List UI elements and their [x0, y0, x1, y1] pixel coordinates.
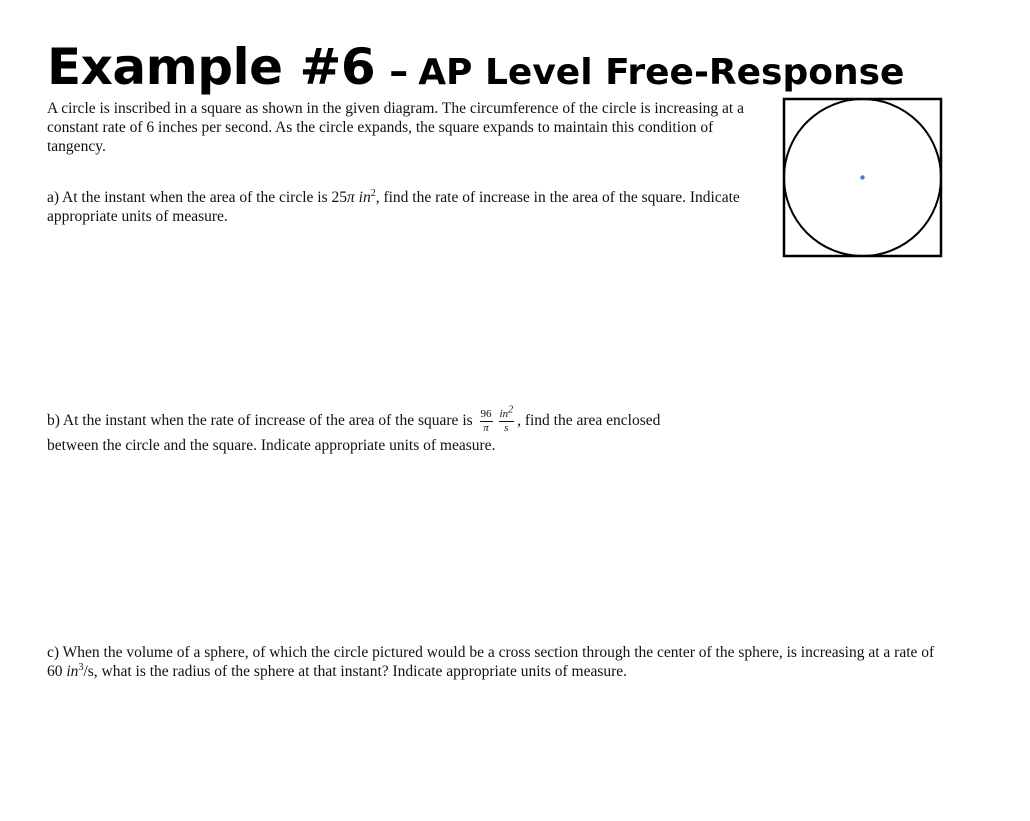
problem-intro: A circle is inscribed in a square as shown in the given diagram. The circumference of the circle is increasing at a constant rate of 6 inches per second. As the circle expands, the square expands to maintain this condition of tangency. [47, 100, 744, 155]
question-a [47, 188, 767, 226]
question-b-text: b) At the instant when the rate of increase of the area of the square is [47, 412, 473, 430]
fraction-numerator-unit [499, 404, 515, 422]
question-c-text-end: /s, what is the radius of the sphere at that instant? Indicate appropriate units of measure. [83, 663, 628, 680]
fraction-denominator: π [483, 422, 489, 434]
fraction-in2-over-s [499, 404, 515, 435]
question-a-text: a) At the instant when the area of the circle is 25 [47, 189, 347, 206]
fraction-96-over-pi [480, 408, 493, 435]
title-subtitle: AP Level Free-Response [418, 52, 905, 93]
unit-in: in [358, 189, 371, 206]
question-b [47, 404, 807, 455]
question-b-line2: between the circle and the square. Indicate appropriate units of measure. [47, 437, 496, 454]
center-point [860, 175, 864, 179]
unit-exponent: 2 [370, 187, 376, 199]
question-b-text-end: , find the area enclosed [517, 412, 661, 430]
question-c [47, 643, 947, 681]
unit-exponent: 2 [508, 404, 514, 416]
page-title [47, 38, 904, 96]
fraction-numerator: 96 [480, 408, 492, 420]
title-dash: – [389, 49, 409, 93]
question-c-text: c) When the volume of a sphere, of which the circle pictured would be a cross section through the center of the sphere, is increasing at a rate of 60 [47, 644, 935, 680]
question-a-text-end: , find the rate of increase in the area of the square. Indicate appropriate units of measure. [47, 189, 740, 225]
title-main: Example #6 [47, 38, 376, 96]
pi-symbol: π [347, 189, 355, 206]
fraction-denominator-unit: s [504, 422, 509, 434]
unit-exponent: 3 [78, 661, 84, 673]
unit-in: in [66, 663, 79, 680]
inscribed-circle-diagram [782, 97, 944, 259]
unit-in: in [499, 408, 509, 420]
